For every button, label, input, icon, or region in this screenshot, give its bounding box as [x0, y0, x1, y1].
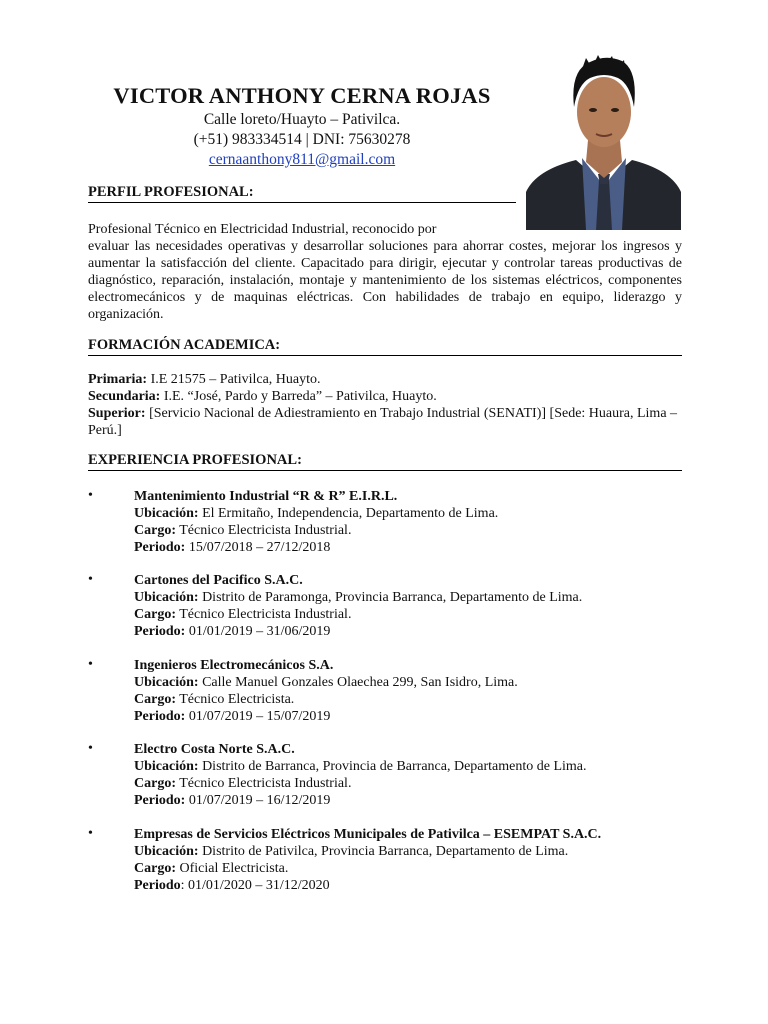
- profile-photo: [526, 52, 681, 230]
- job-company: Cartones del Pacifico S.A.C.: [134, 573, 303, 588]
- profile-text: evaluar las necesidades operativas y desarrollar soluciones para ahorrar costes, mejorar los ingresos y aumentar la satisfacción del cliente. Capacitado para dirigir, ejecutar y controlar tareas productivas de diagnóstico, reparación, instalación, montaje y mantenimiento de los sistemas eléctricos, componentes electromecánicos y de maquinas eléctricas. Con habilidades de trabajo en equipo, liderazgo y organización.: [88, 239, 682, 322]
- candidate-name: VICTOR ANTHONY CERNA ROJAS: [113, 83, 491, 108]
- job-period: Periodo: 01/07/2019 – 16/12/2019: [134, 793, 331, 808]
- job-company: Empresas de Servicios Eléctricos Municipales de Pativilca – ESEMPAT S.A.C.: [134, 827, 602, 842]
- bullet: •: [88, 741, 93, 756]
- job-location: Ubicación: El Ermitaño, Independencia, Departamento de Lima.: [134, 506, 499, 521]
- job-entry: [88, 572, 682, 640]
- education-list: [88, 371, 682, 439]
- bullet: •: [88, 488, 93, 503]
- job-location: Ubicación: Calle Manuel Gonzales Olaechea 299, San Isidro, Lima.: [134, 675, 518, 690]
- job-role: Cargo: Técnico Electricista Industrial.: [134, 607, 352, 622]
- job-entry: [88, 657, 682, 725]
- section-title-profile: PERFIL PROFESIONAL:: [88, 183, 516, 203]
- job-role: Cargo: Técnico Electricista Industrial.: [134, 523, 352, 538]
- bullet: •: [88, 657, 93, 672]
- job-period: Periodo: 01/07/2019 – 15/07/2019: [134, 709, 331, 724]
- job-entry: [88, 741, 682, 809]
- bullet: •: [88, 572, 93, 587]
- job-period: Periodo: 15/07/2018 – 27/12/2018: [134, 540, 331, 555]
- education-secondary: Secundaria: I.E. “José, Pardo y Barreda” – Pativilca, Huayto.: [88, 389, 437, 404]
- job-location: Ubicación: Distrito de Pativilca, Provincia Barranca, Departamento de Lima.: [134, 844, 569, 859]
- job-company: Ingenieros Electromecánicos S.A.: [134, 658, 334, 673]
- section-title-experience: EXPERIENCIA PROFESIONAL:: [88, 451, 682, 471]
- phone-dni: (+51) 983334514 | DNI: 75630278: [193, 131, 411, 148]
- job-period: Periodo: 01/01/2019 – 31/06/2019: [134, 624, 331, 639]
- job-role: Cargo: Técnico Electricista Industrial.: [134, 776, 352, 791]
- job-role: Cargo: Oficial Electricista.: [134, 861, 289, 876]
- job-entry: [88, 488, 682, 556]
- job-period: Periodo: 01/01/2020 – 31/12/2020: [134, 878, 330, 893]
- email-link[interactable]: cernaanthony811@gmail.com: [208, 151, 396, 168]
- education-primary: Primaria: I.E 21575 – Pativilca, Huayto.: [88, 372, 321, 387]
- job-entry: [88, 826, 682, 894]
- job-company: Electro Costa Norte S.A.C.: [134, 742, 295, 757]
- resume-header: [88, 82, 516, 170]
- education-superior: Superior: [Servicio Nacional de Adiestramiento en Trabajo Industrial (SENATI)] [Sede: Huaura, Lima – Perú.]: [88, 406, 678, 438]
- section-title-education: FORMACIÓN ACADEMICA:: [88, 336, 682, 356]
- profile-text-line1: Profesional Técnico en Electricidad Industrial, reconocido por: [88, 222, 437, 237]
- job-location: Ubicación: Distrito de Paramonga, Provincia Barranca, Departamento de Lima.: [134, 590, 583, 605]
- job-role: Cargo: Técnico Electricista.: [134, 692, 295, 707]
- address: Calle loreto/Huayto – Pativilca.: [203, 111, 401, 128]
- bullet: •: [88, 826, 93, 841]
- job-company: Mantenimiento Industrial “R & R” E.I.R.L.: [134, 489, 398, 504]
- job-location: Ubicación: Distrito de Barranca, Provincia de Barranca, Departamento de Lima.: [134, 759, 587, 774]
